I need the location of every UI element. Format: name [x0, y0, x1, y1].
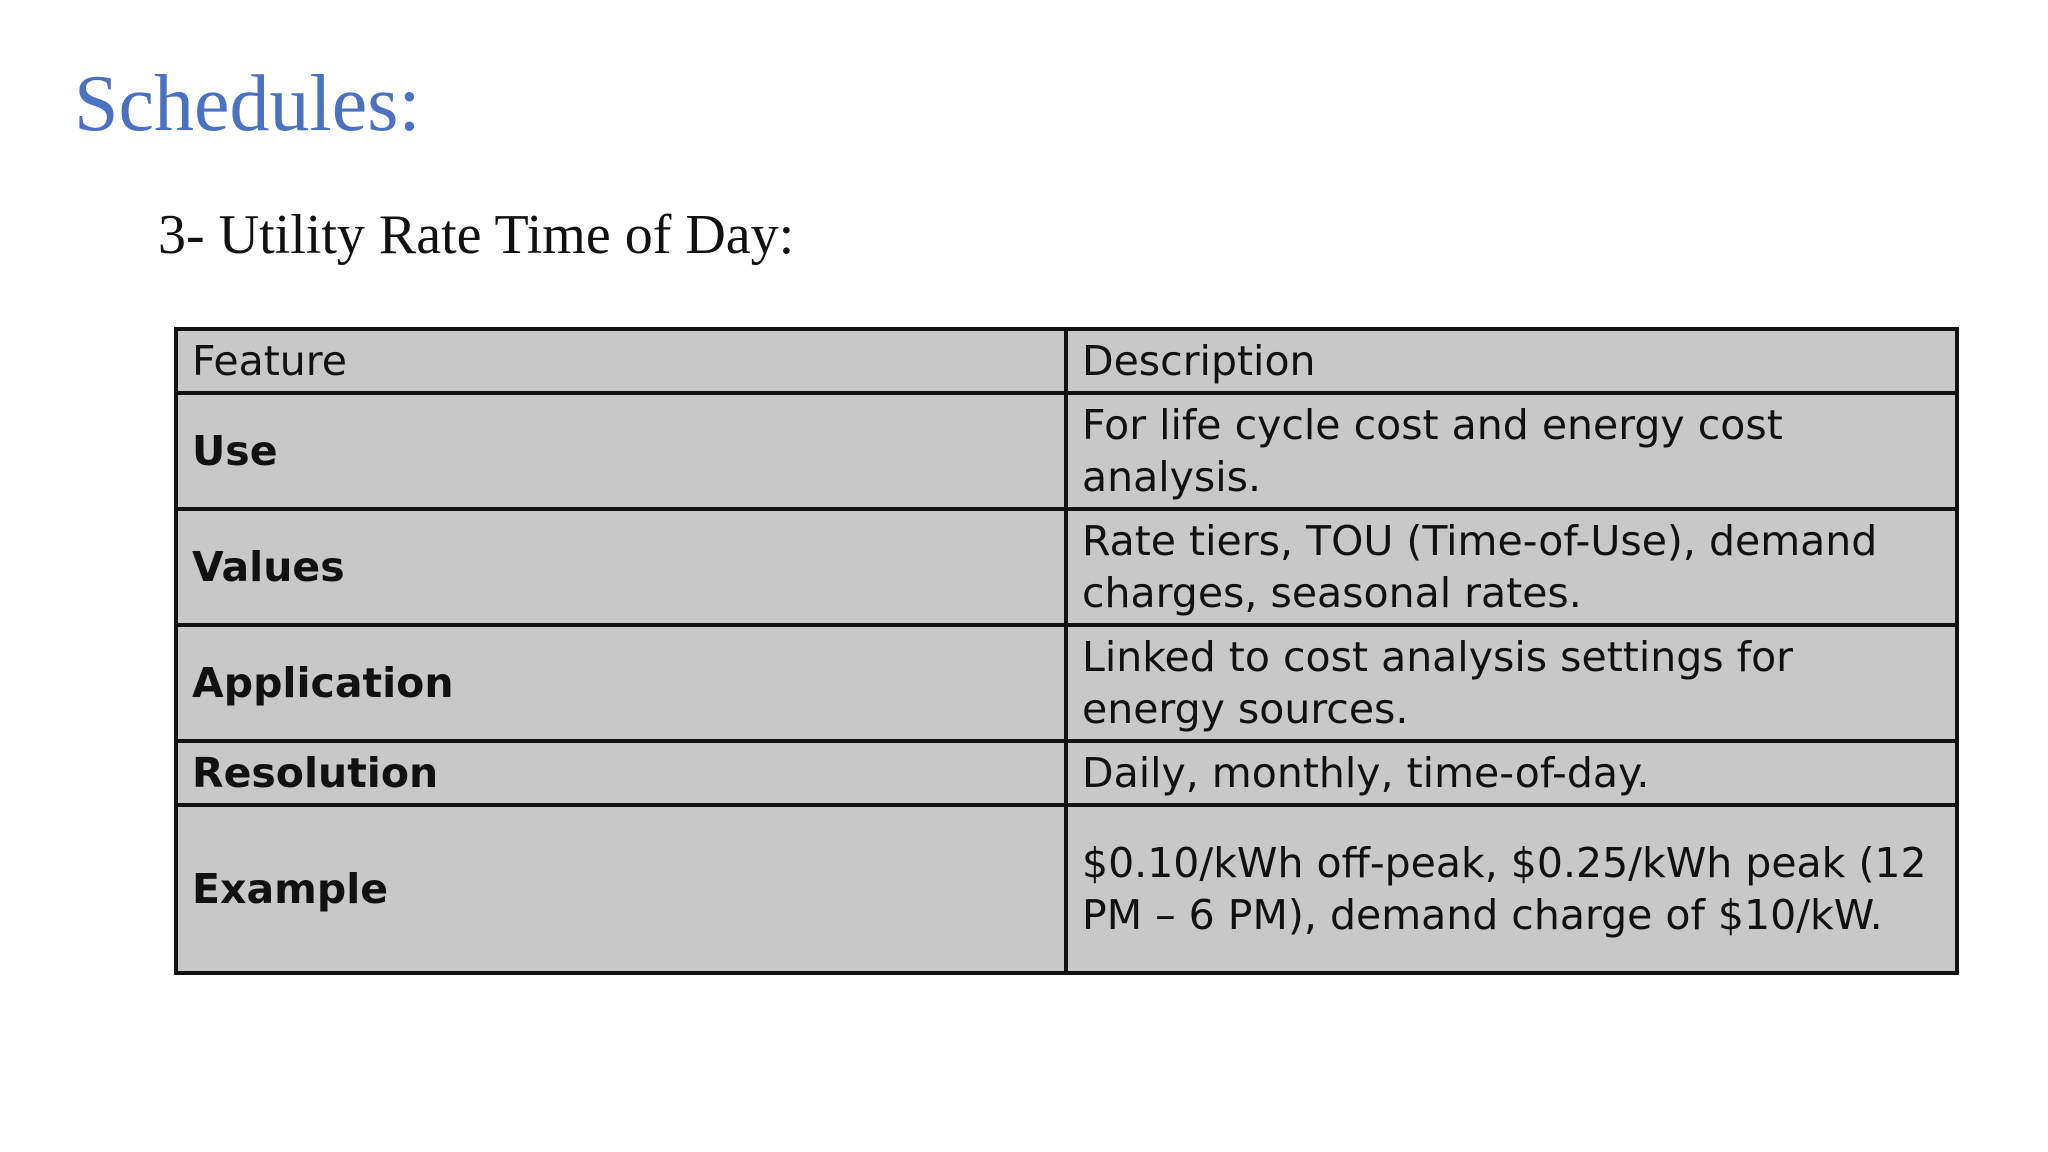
description-cell	[1066, 625, 1957, 741]
feature-cell: Resolution	[176, 741, 1066, 805]
description-text: $0.10/kWh off-peak, $0.25/kWh peak (12 PM – 6 PM), demand charge of $10/kW.	[1082, 839, 1927, 939]
section-subtitle: 3- Utility Rate Time of Day:	[158, 204, 795, 266]
table-row	[176, 393, 1957, 509]
header-feature: Feature	[176, 329, 1066, 393]
description-cell	[1066, 805, 1957, 973]
feature-cell: Use	[176, 393, 1066, 509]
description-text: Rate tiers, TOU (Time-of-Use), demand charges, seasonal rates.	[1082, 517, 1878, 617]
table-row	[176, 741, 1957, 805]
schedule-table	[174, 327, 1959, 975]
table-header-row	[176, 329, 1957, 393]
description-cell	[1066, 393, 1957, 509]
feature-cell: Example	[176, 805, 1066, 973]
description-cell	[1066, 741, 1957, 805]
table-row	[176, 805, 1957, 973]
description-text: Linked to cost analysis settings for energy sources.	[1082, 633, 1794, 733]
header-description: Description	[1066, 329, 1957, 393]
feature-cell: Application	[176, 625, 1066, 741]
table-row	[176, 625, 1957, 741]
description-text: For life cycle cost and energy cost analysis.	[1082, 401, 1783, 501]
description-text: Daily, monthly, time-of-day.	[1082, 749, 1650, 797]
page-title: Schedules:	[74, 60, 421, 148]
description-cell	[1066, 509, 1957, 625]
feature-cell: Values	[176, 509, 1066, 625]
table-row	[176, 509, 1957, 625]
